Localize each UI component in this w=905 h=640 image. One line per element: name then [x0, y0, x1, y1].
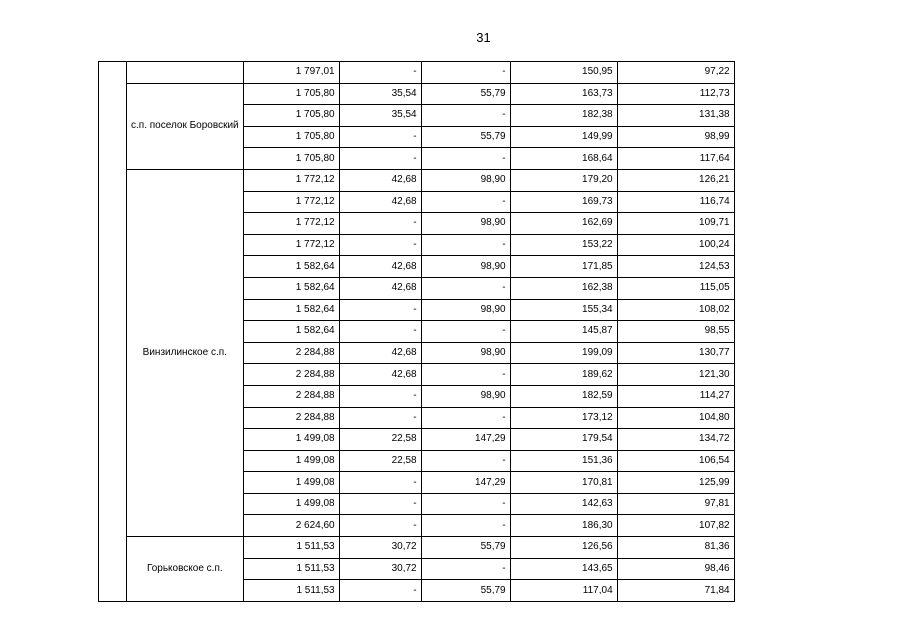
value-cell-col5: 71,84 [617, 580, 734, 602]
value-cell-col3: - [421, 234, 510, 256]
value-cell-col5: 107,82 [617, 515, 734, 537]
settlement-name-cell [127, 62, 244, 84]
settlement-name-cell: Горьковское с.п. [127, 537, 244, 602]
value-cell-col2: 30,72 [339, 558, 421, 580]
value-cell-col1: 2 284,88 [243, 342, 339, 364]
value-cell-col5: 116,74 [617, 191, 734, 213]
value-cell-col1: 1 772,12 [243, 213, 339, 235]
value-cell-col1: 1 705,80 [243, 105, 339, 127]
table-row [99, 62, 735, 84]
value-cell-col1: 1 797,01 [243, 62, 339, 84]
value-cell-col4: 150,95 [510, 62, 617, 84]
value-cell-col3: - [421, 407, 510, 429]
value-cell-col5: 97,81 [617, 493, 734, 515]
value-cell-col2: 35,54 [339, 83, 421, 105]
value-cell-col5: 104,80 [617, 407, 734, 429]
value-cell-col3: - [421, 321, 510, 343]
value-cell-col3: 55,79 [421, 126, 510, 148]
value-cell-col5: 81,36 [617, 537, 734, 559]
value-cell-col4: 169,73 [510, 191, 617, 213]
value-cell-col4: 151,36 [510, 450, 617, 472]
value-cell-col5: 98,46 [617, 558, 734, 580]
value-cell-col5: 125,99 [617, 472, 734, 494]
value-cell-col1: 1 705,80 [243, 148, 339, 170]
value-cell-col1: 1 582,64 [243, 256, 339, 278]
value-cell-col3: - [421, 191, 510, 213]
value-cell-col2: - [339, 472, 421, 494]
value-cell-col1: 1 582,64 [243, 277, 339, 299]
value-cell-col5: 98,55 [617, 321, 734, 343]
value-cell-col4: 142,63 [510, 493, 617, 515]
value-cell-col3: - [421, 515, 510, 537]
value-cell-col5: 114,27 [617, 385, 734, 407]
value-cell-col2: - [339, 515, 421, 537]
value-cell-col2: - [339, 299, 421, 321]
value-cell-col4: 149,99 [510, 126, 617, 148]
tariff-table [98, 61, 735, 602]
value-cell-col3: 98,90 [421, 299, 510, 321]
value-cell-col5: 106,54 [617, 450, 734, 472]
value-cell-col1: 1 499,08 [243, 450, 339, 472]
value-cell-col2: 42,68 [339, 342, 421, 364]
value-cell-col1: 2 284,88 [243, 407, 339, 429]
value-cell-col1: 2 284,88 [243, 385, 339, 407]
value-cell-col1: 1 772,12 [243, 234, 339, 256]
value-cell-col2: - [339, 580, 421, 602]
value-cell-col3: 55,79 [421, 83, 510, 105]
value-cell-col3: 147,29 [421, 429, 510, 451]
value-cell-col4: 155,34 [510, 299, 617, 321]
value-cell-col5: 98,99 [617, 126, 734, 148]
value-cell-col3: 98,90 [421, 169, 510, 191]
table-row [99, 169, 735, 191]
value-cell-col2: - [339, 126, 421, 148]
value-cell-col4: 153,22 [510, 234, 617, 256]
value-cell-col4: 179,54 [510, 429, 617, 451]
value-cell-col4: 179,20 [510, 169, 617, 191]
value-cell-col1: 1 705,80 [243, 83, 339, 105]
value-cell-col2: 30,72 [339, 537, 421, 559]
settlement-name-cell: Винзилинское с.п. [127, 169, 244, 536]
value-cell-col5: 130,77 [617, 342, 734, 364]
value-cell-col5: 108,02 [617, 299, 734, 321]
value-cell-col1: 2 284,88 [243, 364, 339, 386]
value-cell-col4: 163,73 [510, 83, 617, 105]
value-cell-col2: 42,68 [339, 277, 421, 299]
value-cell-col2: - [339, 234, 421, 256]
value-cell-col4: 117,04 [510, 580, 617, 602]
value-cell-col1: 1 705,80 [243, 126, 339, 148]
value-cell-col2: - [339, 148, 421, 170]
value-cell-col2: - [339, 213, 421, 235]
value-cell-col4: 182,38 [510, 105, 617, 127]
value-cell-col2: - [339, 407, 421, 429]
value-cell-col5: 121,30 [617, 364, 734, 386]
value-cell-col4: 182,59 [510, 385, 617, 407]
value-cell-col2: - [339, 321, 421, 343]
blank-left-column [99, 62, 127, 602]
value-cell-col3: 98,90 [421, 256, 510, 278]
value-cell-col4: 162,38 [510, 277, 617, 299]
value-cell-col3: 55,79 [421, 537, 510, 559]
value-cell-col1: 1 582,64 [243, 321, 339, 343]
value-cell-col3: - [421, 148, 510, 170]
value-cell-col1: 1 772,12 [243, 169, 339, 191]
value-cell-col3: - [421, 364, 510, 386]
value-cell-col3: - [421, 493, 510, 515]
value-cell-col4: 173,12 [510, 407, 617, 429]
value-cell-col5: 112,73 [617, 83, 734, 105]
value-cell-col4: 168,64 [510, 148, 617, 170]
value-cell-col1: 1 511,53 [243, 580, 339, 602]
value-cell-col5: 134,72 [617, 429, 734, 451]
value-cell-col3: - [421, 450, 510, 472]
value-cell-col3: 98,90 [421, 213, 510, 235]
value-cell-col4: 145,87 [510, 321, 617, 343]
value-cell-col4: 189,62 [510, 364, 617, 386]
value-cell-col1: 1 772,12 [243, 191, 339, 213]
value-cell-col1: 1 499,08 [243, 472, 339, 494]
value-cell-col1: 1 511,53 [243, 558, 339, 580]
value-cell-col3: 147,29 [421, 472, 510, 494]
value-cell-col2: 42,68 [339, 169, 421, 191]
value-cell-col4: 143,65 [510, 558, 617, 580]
value-cell-col3: 98,90 [421, 385, 510, 407]
table-row [99, 83, 735, 105]
value-cell-col2: 22,58 [339, 450, 421, 472]
value-cell-col1: 1 499,08 [243, 429, 339, 451]
value-cell-col2: - [339, 62, 421, 84]
value-cell-col5: 124,53 [617, 256, 734, 278]
value-cell-col1: 2 624,60 [243, 515, 339, 537]
value-cell-col5: 115,05 [617, 277, 734, 299]
value-cell-col2: 22,58 [339, 429, 421, 451]
value-cell-col2: 35,54 [339, 105, 421, 127]
value-cell-col5: 131,38 [617, 105, 734, 127]
value-cell-col2: 42,68 [339, 191, 421, 213]
value-cell-col5: 97,22 [617, 62, 734, 84]
value-cell-col5: 100,24 [617, 234, 734, 256]
value-cell-col2: - [339, 385, 421, 407]
page-number: 31 [476, 30, 491, 45]
value-cell-col5: 126,21 [617, 169, 734, 191]
value-cell-col3: 55,79 [421, 580, 510, 602]
value-cell-col5: 109,71 [617, 213, 734, 235]
value-cell-col3: 98,90 [421, 342, 510, 364]
value-cell-col4: 186,30 [510, 515, 617, 537]
value-cell-col5: 117,64 [617, 148, 734, 170]
value-cell-col3: - [421, 558, 510, 580]
value-cell-col4: 171,85 [510, 256, 617, 278]
value-cell-col3: - [421, 62, 510, 84]
settlement-name-cell: с.п. поселок Боровский [127, 83, 244, 169]
value-cell-col4: 199,09 [510, 342, 617, 364]
value-cell-col1: 1 582,64 [243, 299, 339, 321]
value-cell-col2: 42,68 [339, 256, 421, 278]
value-cell-col3: - [421, 105, 510, 127]
value-cell-col4: 170,81 [510, 472, 617, 494]
value-cell-col4: 162,69 [510, 213, 617, 235]
value-cell-col2: 42,68 [339, 364, 421, 386]
table-row [99, 537, 735, 559]
value-cell-col2: - [339, 493, 421, 515]
value-cell-col1: 1 511,53 [243, 537, 339, 559]
value-cell-col4: 126,56 [510, 537, 617, 559]
value-cell-col3: - [421, 277, 510, 299]
value-cell-col1: 1 499,08 [243, 493, 339, 515]
